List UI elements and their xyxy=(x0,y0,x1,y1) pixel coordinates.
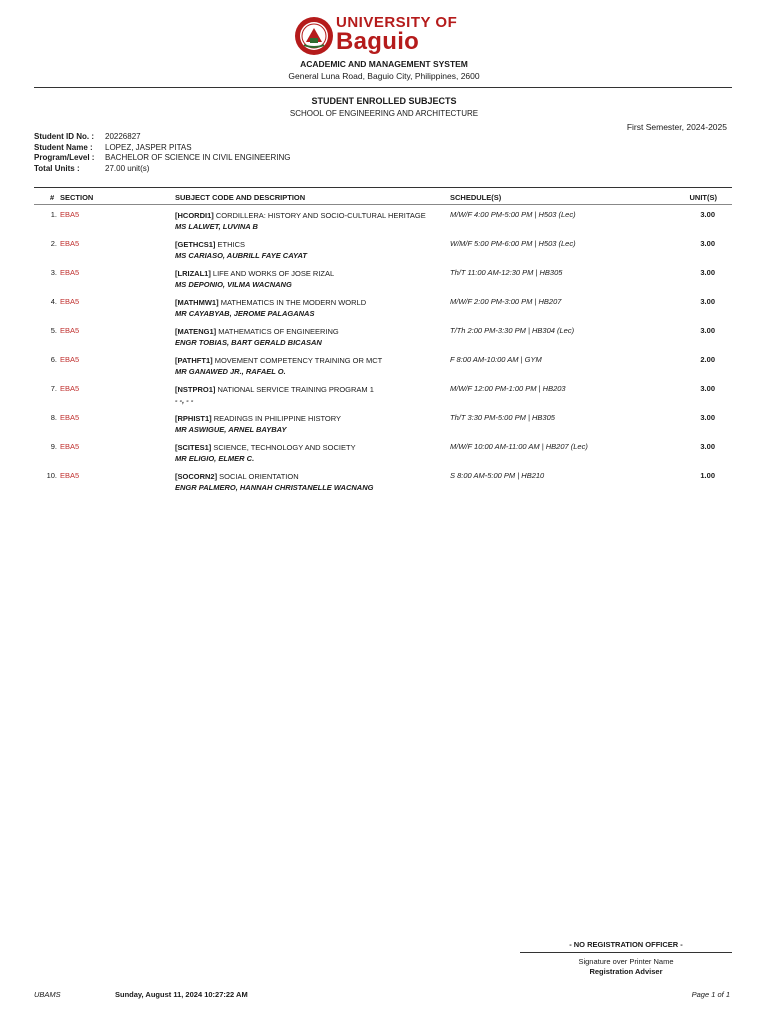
table-row xyxy=(34,266,732,295)
system-name: ACADEMIC AND MANAGEMENT SYSTEM xyxy=(300,59,468,69)
row-number: 1. xyxy=(50,210,57,219)
row-subject xyxy=(175,384,374,406)
row-number: 3. xyxy=(50,268,57,277)
subject-instructor: MS CARIASO, AUBRILL FAYE CAYAT xyxy=(175,251,307,260)
subject-description: READINGS IN PHILIPPINE HISTORY xyxy=(211,414,342,423)
row-schedule: Th/T 3:30 PM-5:00 PM | HB305 xyxy=(450,413,555,422)
school-name: SCHOOL OF ENGINEERING AND ARCHITECTURE xyxy=(289,109,479,118)
program-label: Program/Level : xyxy=(34,153,95,162)
table-header-rule xyxy=(34,204,732,205)
registration-officer: - NO REGISTRATION OFFICER - xyxy=(569,940,683,949)
subject-code: [PATHFT1] xyxy=(175,356,213,365)
signature-role: Registration Adviser xyxy=(589,967,663,976)
student-info xyxy=(34,132,291,174)
table-row xyxy=(34,411,732,440)
signature-line xyxy=(520,952,732,953)
subject-description: ETHICS xyxy=(215,240,246,249)
subject-instructor: MR CAYABYAB, JEROME PALAGANAS xyxy=(175,309,315,318)
subject-instructor: ENGR TOBIAS, BART GERALD BICASAN xyxy=(175,338,322,347)
table-row xyxy=(34,353,732,382)
row-section: EBA5 xyxy=(60,268,80,277)
column-header-subject: SUBJECT CODE AND DESCRIPTION xyxy=(175,193,306,202)
row-schedule: Th/T 11:00 AM-12:30 PM | HB305 xyxy=(450,268,563,277)
student-id-value: 20226827 xyxy=(105,132,141,141)
subject-description: SOCIAL ORIENTATION xyxy=(217,472,299,481)
row-units: 3.00 xyxy=(700,384,715,393)
row-section: EBA5 xyxy=(60,355,80,364)
student-name-value: LOPEZ, JASPER PITAS xyxy=(105,142,192,152)
subject-instructor: ENGR PALMERO, HANNAH CHRISTANELLE WACNANG xyxy=(175,483,374,492)
row-number: 7. xyxy=(50,384,57,393)
row-schedule: M/W/F 12:00 PM-1:00 PM | HB203 xyxy=(450,384,566,393)
subject-code: [MATHMW1] xyxy=(175,298,219,307)
student-name-row xyxy=(34,143,291,154)
row-section: EBA5 xyxy=(60,326,80,335)
row-section: EBA5 xyxy=(60,210,80,219)
subject-description: SCIENCE, TECHNOLOGY AND SOCIETY xyxy=(211,443,356,452)
total-units-label: Total Units : xyxy=(34,163,80,173)
subject-code: [GETHCS1] xyxy=(175,240,216,249)
program-row xyxy=(34,153,291,164)
row-subject xyxy=(175,268,334,290)
footer-page-number: Page 1 of 1 xyxy=(691,990,730,999)
row-section: EBA5 xyxy=(60,442,80,451)
subject-instructor: MS LALWET, LUVINA B xyxy=(175,222,258,231)
subject-code: [HCORDI1] xyxy=(175,211,214,220)
row-units: 3.00 xyxy=(700,326,715,335)
row-schedule: W/M/F 5:00 PM-6:00 PM | H503 (Lec) xyxy=(450,239,576,248)
footer-printed-date: Sunday, August 11, 2024 10:27:22 AM xyxy=(115,990,248,999)
row-schedule: T/Th 2:00 PM-3:30 PM | HB304 (Lec) xyxy=(450,326,575,335)
row-units: 2.00 xyxy=(700,355,715,364)
signature-label: Signature over Printer Name xyxy=(578,957,674,966)
total-units-value: 27.00 unit(s) xyxy=(105,163,150,173)
row-subject xyxy=(175,297,366,319)
student-id-label: Student ID No. : xyxy=(34,132,94,141)
subject-code: [MATENG1] xyxy=(175,327,217,336)
row-section: EBA5 xyxy=(60,384,80,393)
subject-instructor: MR ELIGIO, ELMER C. xyxy=(175,454,255,463)
subject-instructor: MR GANAWED JR., RAFAEL O. xyxy=(175,367,286,376)
table-row xyxy=(34,382,732,411)
row-units: 3.00 xyxy=(700,268,715,277)
subject-instructor: - -, - - xyxy=(175,396,194,405)
row-units: 3.00 xyxy=(700,442,715,451)
row-subject xyxy=(175,355,382,377)
header-divider xyxy=(34,87,732,88)
program-value: BACHELOR OF SCIENCE IN CIVIL ENGINEERING xyxy=(105,153,291,162)
table-row xyxy=(34,295,732,324)
row-units: 3.00 xyxy=(700,413,715,422)
footer-system-name: UBAMS xyxy=(34,990,61,999)
row-number: 6. xyxy=(50,355,57,364)
row-schedule: F 8:00 AM-10:00 AM | GYM xyxy=(450,355,542,364)
document-title: STUDENT ENROLLED SUBJECTS xyxy=(311,96,457,106)
row-number: 10. xyxy=(46,471,57,480)
column-header-schedule: SCHEDULE(S) xyxy=(450,193,502,202)
row-subject xyxy=(175,210,426,232)
university-name-line1: UNIVERSITY OF xyxy=(336,14,458,31)
subject-code: [RPHIST1] xyxy=(175,414,212,423)
table-row xyxy=(34,208,732,237)
subject-code: [SOCORN2] xyxy=(175,472,218,481)
table-row xyxy=(34,469,732,498)
row-units: 3.00 xyxy=(700,239,715,248)
semester-label: First Semester, 2024-2025 xyxy=(626,122,727,132)
subject-description: LIFE AND WORKS OF JOSE RIZAL xyxy=(210,269,335,278)
student-id-row xyxy=(34,132,291,143)
university-address: General Luna Road, Baguio City, Philippines, 2600 xyxy=(288,71,480,81)
row-units: 1.00 xyxy=(700,471,715,480)
row-schedule: S 8:00 AM-5:00 PM | HB210 xyxy=(450,471,545,480)
row-schedule: M/W/F 10:00 AM-11:00 AM | HB207 (Lec) xyxy=(450,442,588,451)
row-units: 3.00 xyxy=(700,297,715,306)
row-number: 8. xyxy=(50,413,57,422)
subject-instructor: MS DEPONIO, VILMA WACNANG xyxy=(175,280,292,289)
university-seal-icon xyxy=(294,16,334,56)
row-subject xyxy=(175,413,341,435)
row-number: 9. xyxy=(50,442,57,451)
column-header-section: SECTION xyxy=(60,193,94,202)
row-number: 2. xyxy=(50,239,57,248)
row-schedule: M/W/F 2:00 PM-3:00 PM | HB207 xyxy=(450,297,562,306)
total-units-row xyxy=(34,164,291,175)
row-units: 3.00 xyxy=(700,210,715,219)
student-name-label: Student Name : xyxy=(34,142,93,152)
row-subject xyxy=(175,471,373,493)
row-section: EBA5 xyxy=(60,471,80,480)
row-section: EBA5 xyxy=(60,413,80,422)
subject-description: MATHEMATICS OF ENGINEERING xyxy=(216,327,339,336)
table-row xyxy=(34,324,732,353)
subject-code: [NSTPRO1] xyxy=(175,385,216,394)
row-subject xyxy=(175,326,339,348)
row-subject xyxy=(175,239,307,261)
table-row xyxy=(34,440,732,469)
row-number: 4. xyxy=(50,297,57,306)
subject-description: CORDILLERA: HISTORY AND SOCIO-CULTURAL HERITAGE xyxy=(213,211,426,220)
table-row xyxy=(34,237,732,266)
subject-description: MATHEMATICS IN THE MODERN WORLD xyxy=(218,298,367,307)
subject-description: NATIONAL SERVICE TRAINING PROGRAM 1 xyxy=(215,385,374,394)
column-header-units: UNIT(S) xyxy=(689,193,717,202)
subject-code: [LRIZAL1] xyxy=(175,269,211,278)
row-schedule: M/W/F 4:00 PM-5:00 PM | H503 (Lec) xyxy=(450,210,576,219)
row-section: EBA5 xyxy=(60,239,80,248)
row-subject xyxy=(175,442,356,464)
table-top-rule xyxy=(34,187,732,188)
subject-description: MOVEMENT COMPETENCY TRAINING OR MCT xyxy=(212,356,383,365)
row-section: EBA5 xyxy=(60,297,80,306)
row-number: 5. xyxy=(50,326,57,335)
subject-instructor: MR ASWIGUE, ARNEL BAYBAY xyxy=(175,425,287,434)
subject-code: [SCITES1] xyxy=(175,443,212,452)
column-header-num: # xyxy=(50,193,55,202)
university-name-line2: Baguio xyxy=(336,28,420,55)
